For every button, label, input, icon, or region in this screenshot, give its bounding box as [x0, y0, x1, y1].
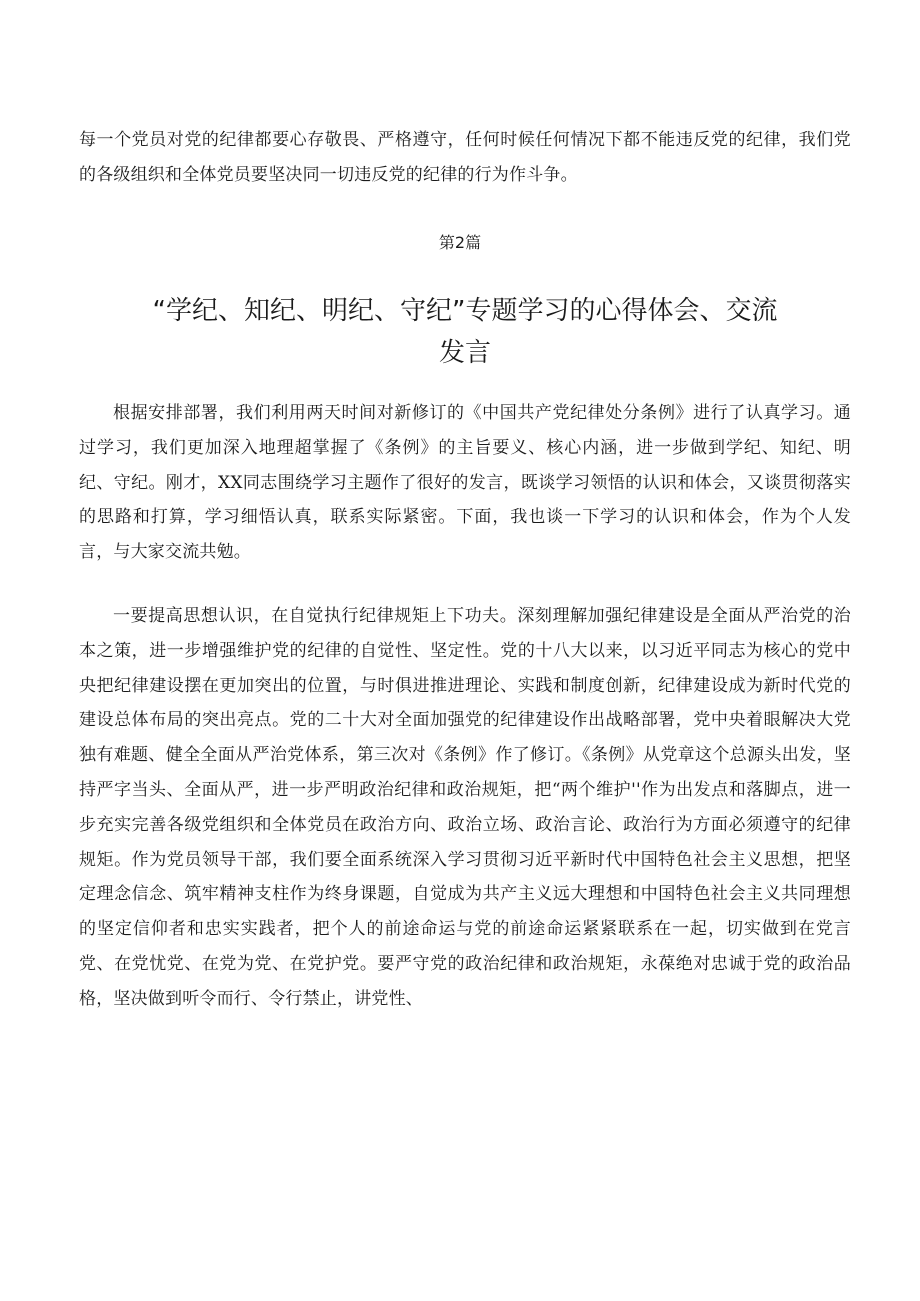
body-paragraph: 根据安排部署，我们利用两天时间对新修订的《中国共产党纪律处分条例》进行了认真学习。通过学习，我们更加深入地理超掌握了《条例》的主旨要义、核心内涵，进一步做到学纪、知纪、明纪、守纪。刚才，XX同志围绕学习主题作了很好的发言，既谈学习领悟的认识和体会，又谈贯彻落实的思路和打算，学习细悟认真，联系实际紧密。下面，我也谈一下学习的认识和体会，作为个人发言，与大家交流共勉。 [79, 403, 851, 563]
section-label: 第2篇 [438, 233, 482, 252]
article-title: “学纪、知纪、明纪、守纪”专题学习的心得体会、交流发言 [152, 296, 778, 368]
body-paragraph: 一要提高思想认识，在自觉执行纪律规矩上下功夫。深刻理解加强纪律建设是全面从严治党的治本之策，进一步增强维护党的纪律的自觉性、坚定性。党的十八大以来，以习近平同志为核心的党中央把纪律建设摆在更加突出的位置，与时俱进推进理论、实践和制度创新，纪律建设成为新时代党的建设总体布局的突出亮点。党的二十大对全面加强党的纪律建设作出战略部署，党中央着眼解决大党独有难题、健全全面从严治党体系，第三次对《条例》作了修订。《条例》从党章这个总源头出发，坚持严字当头、全面从严，进一步严明政治纪律和政治规矩，把“两个维护''作为出发点和落脚点，进一步充实完善各级党组织和全体党员在政治方向、政治立场、政治言论、政治行为方面必须遵守的纪律规矩。作为党员领导干部，我们要全面系统深入学习贯彻习近平新时代中国特色社会主义思想，把坚定理念信念、筑牢精神支柱作为终身课题，自觉成为共产主义远大理想和中国特色社会主义共同理想的坚定信仰者和忠实实践者，把个人的前途命运与党的前途命运紧紧联系在一起，切实做到在党言党、在党忧党、在党为党、在党护党。要严守党的政治纪律和政治规矩，永葆绝对忠诚于党的政治品格，坚决做到听令而行、令行禁止，讲党性、 [79, 606, 851, 1009]
lead-paragraph: 每一个党员对党的纪律都要心存敬畏、严格遵守，任何时候任何情况下都不能违反党的纪律，我们党的各级组织和全体党员要坚决同一切违反党的纪律的行为作斗争。 [79, 130, 851, 185]
